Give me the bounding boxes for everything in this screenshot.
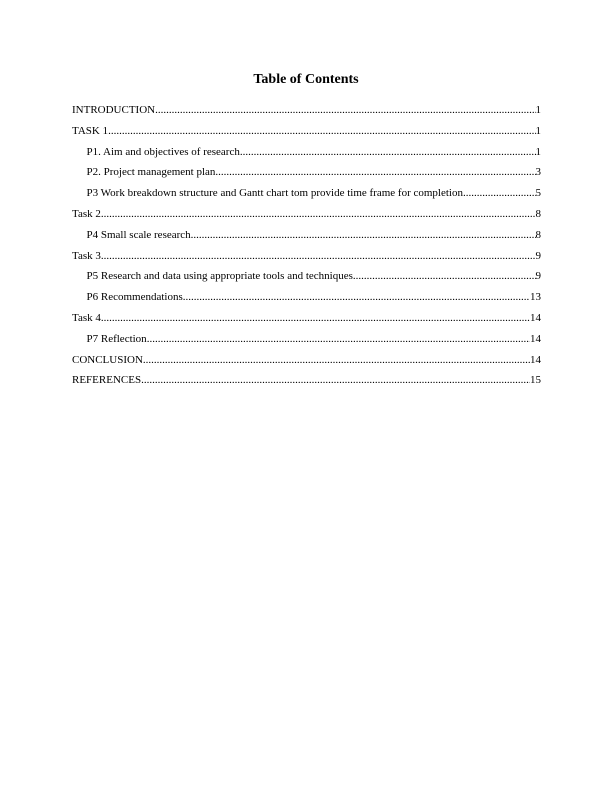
toc-entry-label: P3 Work breakdown structure and Gantt chart tom provide time frame for completion bbox=[86, 187, 463, 200]
toc-entry[interactable] bbox=[72, 266, 541, 287]
toc-dot-leader bbox=[141, 370, 530, 391]
toc-entry-label: CONCLUSION bbox=[72, 353, 143, 366]
toc-entry-page-number: 15 bbox=[530, 374, 541, 387]
toc-entry-page-number: 1 bbox=[535, 145, 541, 158]
toc-entry-label: P4 Small scale research bbox=[86, 228, 191, 241]
toc-entry[interactable] bbox=[72, 100, 541, 121]
toc-dot-leader bbox=[108, 121, 535, 142]
toc-entry-page-number: 9 bbox=[535, 249, 541, 262]
toc-entry[interactable] bbox=[72, 225, 541, 246]
toc-entry-page-number: 1 bbox=[535, 124, 541, 137]
toc-title: Table of Contents bbox=[253, 72, 359, 87]
toc-dot-leader bbox=[155, 100, 535, 121]
toc-entry-page-number: 8 bbox=[535, 207, 541, 220]
toc-entry-label: TASK 1 bbox=[72, 124, 109, 137]
toc-entry[interactable] bbox=[72, 350, 541, 371]
toc-entry-page-number: 9 bbox=[535, 270, 541, 283]
toc-entry-label: Task 2 bbox=[72, 207, 101, 220]
toc-entry[interactable] bbox=[72, 329, 541, 350]
toc-entry-page-number: 3 bbox=[535, 166, 541, 179]
toc-entry-page-number: 1 bbox=[535, 104, 541, 116]
toc-dot-leader bbox=[101, 246, 536, 267]
toc-entry-page-number: 13 bbox=[530, 291, 541, 304]
toc-entry-page-number: 14 bbox=[530, 332, 541, 345]
toc-dot-leader bbox=[191, 225, 536, 246]
toc-entry-label: P1. Aim and objectives of research bbox=[86, 145, 240, 158]
toc-entry[interactable] bbox=[72, 370, 541, 391]
toc-entry[interactable] bbox=[72, 183, 541, 204]
toc-dot-leader bbox=[215, 162, 535, 183]
toc-entry-page-number: 8 bbox=[535, 228, 541, 241]
toc-entry-page-number: 5 bbox=[535, 187, 541, 200]
toc-dot-leader bbox=[101, 204, 536, 225]
toc-dot-leader bbox=[463, 183, 536, 204]
toc-entry[interactable] bbox=[72, 308, 541, 329]
toc-entry-page-number: 14 bbox=[530, 311, 541, 324]
toc-entry-label: P5 Research and data using appropriate tools and techniques bbox=[86, 270, 353, 283]
toc-entry-label: P6 Recommendations bbox=[86, 291, 183, 304]
toc-dot-leader bbox=[240, 142, 536, 163]
toc-entry-label: Task 3 bbox=[72, 249, 101, 262]
toc-entry-label: P7 Reflection bbox=[86, 332, 147, 345]
toc-entry-label: P2. Project management plan bbox=[86, 166, 216, 179]
toc-entry-label: INTRODUCTION bbox=[72, 104, 156, 116]
toc-entry-label: REFERENCES bbox=[72, 374, 142, 387]
toc-entry-page-number: 14 bbox=[530, 353, 541, 366]
toc-entry[interactable] bbox=[72, 204, 541, 225]
toc-entry[interactable] bbox=[72, 246, 541, 267]
toc-entry[interactable] bbox=[72, 287, 541, 308]
toc-dot-leader bbox=[143, 350, 530, 371]
toc-list bbox=[72, 100, 541, 391]
toc-dot-leader bbox=[353, 266, 536, 287]
toc-dot-leader bbox=[183, 287, 530, 308]
toc-entry[interactable] bbox=[72, 162, 541, 183]
toc-entry-label: Task 4 bbox=[72, 311, 101, 324]
toc-entry[interactable] bbox=[72, 142, 541, 163]
toc-dot-leader bbox=[147, 329, 530, 350]
toc-entry[interactable] bbox=[72, 121, 541, 142]
toc-dot-leader bbox=[101, 308, 530, 329]
